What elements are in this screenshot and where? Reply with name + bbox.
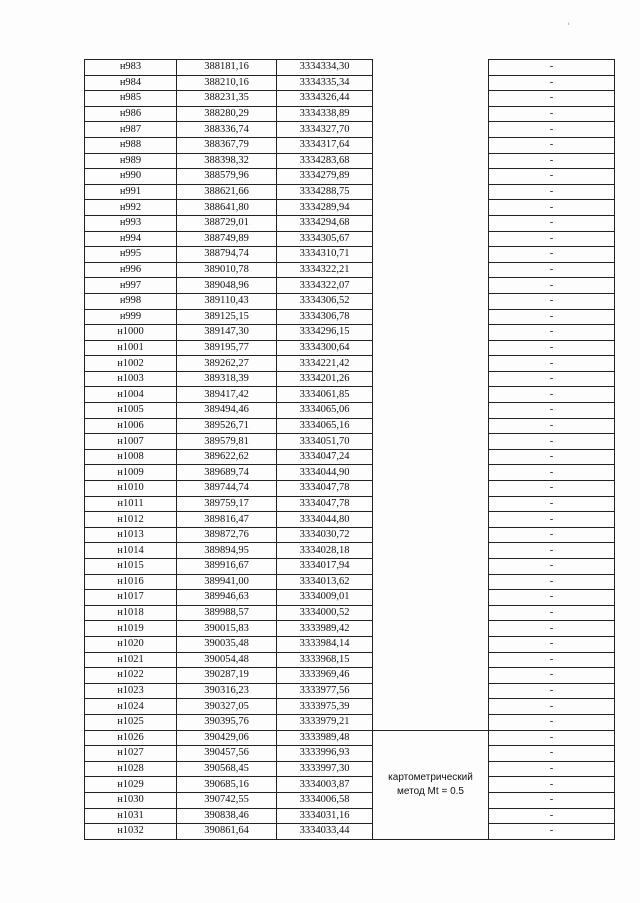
x-coordinate-cell: 389048,96 — [177, 278, 277, 294]
table-row — [85, 590, 615, 606]
table-row — [85, 699, 615, 715]
x-coordinate-cell: 389110,43 — [177, 293, 277, 309]
delta-cell: - — [489, 574, 615, 590]
delta-cell: - — [489, 200, 615, 216]
delta-cell: - — [489, 122, 615, 138]
delta-cell: - — [489, 262, 615, 278]
table-row — [85, 824, 615, 840]
y-coordinate-cell: 3334065,06 — [277, 403, 373, 419]
method-cell-empty — [373, 699, 489, 715]
point-name-cell: н1014 — [85, 543, 177, 559]
table-row — [85, 106, 615, 122]
point-name-cell: н1006 — [85, 418, 177, 434]
delta-cell: - — [489, 137, 615, 153]
table-row — [85, 559, 615, 575]
point-name-cell: н1019 — [85, 621, 177, 637]
method-cell-empty — [373, 387, 489, 403]
x-coordinate-cell: 390429,06 — [177, 730, 277, 746]
method-cell-empty — [373, 340, 489, 356]
point-name-cell: н1000 — [85, 325, 177, 341]
y-coordinate-cell: 3334030,72 — [277, 527, 373, 543]
y-coordinate-cell: 3334044,80 — [277, 512, 373, 528]
method-cell-empty — [373, 543, 489, 559]
x-coordinate-cell: 388181,16 — [177, 60, 277, 76]
method-cell-empty — [373, 683, 489, 699]
x-coordinate-cell: 388367,79 — [177, 137, 277, 153]
delta-cell: - — [489, 247, 615, 263]
point-name-cell: н1023 — [85, 683, 177, 699]
point-name-cell: н989 — [85, 153, 177, 169]
y-coordinate-cell: 3333979,21 — [277, 714, 373, 730]
method-cell-empty — [373, 652, 489, 668]
method-cell-empty — [373, 714, 489, 730]
table-row — [85, 122, 615, 138]
method-cell-empty — [373, 75, 489, 91]
delta-cell: - — [489, 792, 615, 808]
point-name-cell: н992 — [85, 200, 177, 216]
method-cell-empty — [373, 434, 489, 450]
delta-cell: - — [489, 668, 615, 684]
x-coordinate-cell: 389125,15 — [177, 309, 277, 325]
point-name-cell: н988 — [85, 137, 177, 153]
table-row — [85, 605, 615, 621]
y-coordinate-cell: 3334028,18 — [277, 543, 373, 559]
point-name-cell: н1018 — [85, 605, 177, 621]
x-coordinate-cell: 389941,00 — [177, 574, 277, 590]
table-row — [85, 574, 615, 590]
delta-cell: - — [489, 730, 615, 746]
delta-cell: - — [489, 590, 615, 606]
point-name-cell: н1003 — [85, 371, 177, 387]
x-coordinate-cell: 389262,27 — [177, 356, 277, 372]
x-coordinate-cell: 389526,71 — [177, 418, 277, 434]
delta-cell: - — [489, 481, 615, 497]
table-row — [85, 792, 615, 808]
point-name-cell: н1020 — [85, 636, 177, 652]
point-name-cell: н1026 — [85, 730, 177, 746]
method-cell-empty — [373, 371, 489, 387]
method-cell-empty — [373, 527, 489, 543]
point-name-cell: н1011 — [85, 496, 177, 512]
point-name-cell: н993 — [85, 215, 177, 231]
y-coordinate-cell: 3334289,94 — [277, 200, 373, 216]
delta-cell: - — [489, 356, 615, 372]
table-row — [85, 652, 615, 668]
y-coordinate-cell: 3334288,75 — [277, 184, 373, 200]
y-coordinate-cell: 3333984,14 — [277, 636, 373, 652]
y-coordinate-cell: 3334033,44 — [277, 824, 373, 840]
y-coordinate-cell: 3333989,48 — [277, 730, 373, 746]
point-name-cell: н1013 — [85, 527, 177, 543]
method-cell-empty — [373, 309, 489, 325]
point-name-cell: н1001 — [85, 340, 177, 356]
x-coordinate-cell: 388210,16 — [177, 75, 277, 91]
delta-cell: - — [489, 434, 615, 450]
delta-cell: - — [489, 153, 615, 169]
table-row — [85, 543, 615, 559]
y-coordinate-cell: 3334201,26 — [277, 371, 373, 387]
delta-cell: - — [489, 403, 615, 419]
x-coordinate-cell: 388729,01 — [177, 215, 277, 231]
point-name-cell: н1021 — [85, 652, 177, 668]
point-name-cell: н1015 — [85, 559, 177, 575]
method-cell-empty — [373, 356, 489, 372]
x-coordinate-cell: 390054,48 — [177, 652, 277, 668]
corner-mark: ' — [567, 22, 570, 32]
x-coordinate-cell: 389622,62 — [177, 449, 277, 465]
x-coordinate-cell: 390568,45 — [177, 761, 277, 777]
method-cell-empty — [373, 559, 489, 575]
point-name-cell: н1027 — [85, 746, 177, 762]
method-cell-empty — [373, 668, 489, 684]
method-cell-empty — [373, 231, 489, 247]
table-row — [85, 278, 615, 294]
point-name-cell: н1031 — [85, 808, 177, 824]
table-row — [85, 200, 615, 216]
y-coordinate-cell: 3333975,39 — [277, 699, 373, 715]
x-coordinate-cell: 390742,55 — [177, 792, 277, 808]
delta-cell: - — [489, 761, 615, 777]
method-cell-empty — [373, 91, 489, 107]
y-coordinate-cell: 3334305,67 — [277, 231, 373, 247]
method-cell-empty — [373, 325, 489, 341]
x-coordinate-cell: 390035,48 — [177, 636, 277, 652]
point-name-cell: н987 — [85, 122, 177, 138]
x-coordinate-cell: 388231,35 — [177, 91, 277, 107]
method-cell-empty — [373, 278, 489, 294]
y-coordinate-cell: 3334003,87 — [277, 777, 373, 793]
method-cell-empty — [373, 605, 489, 621]
x-coordinate-cell: 389147,30 — [177, 325, 277, 341]
delta-cell: - — [489, 309, 615, 325]
y-coordinate-cell: 3334296,15 — [277, 325, 373, 341]
delta-cell: - — [489, 91, 615, 107]
x-coordinate-cell: 390838,46 — [177, 808, 277, 824]
x-coordinate-cell: 388749,89 — [177, 231, 277, 247]
x-coordinate-cell: 388336,74 — [177, 122, 277, 138]
y-coordinate-cell: 3334047,78 — [277, 496, 373, 512]
point-name-cell: н994 — [85, 231, 177, 247]
method-cell-empty — [373, 465, 489, 481]
x-coordinate-cell: 389916,67 — [177, 559, 277, 575]
delta-cell: - — [489, 543, 615, 559]
point-name-cell: н1030 — [85, 792, 177, 808]
y-coordinate-cell: 3334322,21 — [277, 262, 373, 278]
point-name-cell: н1029 — [85, 777, 177, 793]
point-name-cell: н995 — [85, 247, 177, 263]
table-row — [85, 262, 615, 278]
delta-cell: - — [489, 215, 615, 231]
x-coordinate-cell: 390457,56 — [177, 746, 277, 762]
x-coordinate-cell: 390685,16 — [177, 777, 277, 793]
x-coordinate-cell: 388579,96 — [177, 169, 277, 185]
y-coordinate-cell: 3334306,52 — [277, 293, 373, 309]
point-name-cell: н1012 — [85, 512, 177, 528]
table-row — [85, 527, 615, 543]
table-row — [85, 340, 615, 356]
x-coordinate-cell: 389946,63 — [177, 590, 277, 606]
y-coordinate-cell: 3333977,56 — [277, 683, 373, 699]
delta-cell: - — [489, 184, 615, 200]
table-row — [85, 683, 615, 699]
delta-cell: - — [489, 293, 615, 309]
delta-cell: - — [489, 387, 615, 403]
point-name-cell: н985 — [85, 91, 177, 107]
point-name-cell: н1017 — [85, 590, 177, 606]
method-cell-empty — [373, 200, 489, 216]
point-name-cell: н998 — [85, 293, 177, 309]
y-coordinate-cell: 3334009,01 — [277, 590, 373, 606]
y-coordinate-cell: 3334221,42 — [277, 356, 373, 372]
y-coordinate-cell: 3334051,70 — [277, 434, 373, 450]
x-coordinate-cell: 389744,74 — [177, 481, 277, 497]
method-cell-empty — [373, 403, 489, 419]
point-name-cell: н1007 — [85, 434, 177, 450]
delta-cell: - — [489, 636, 615, 652]
table-row — [85, 434, 615, 450]
delta-cell: - — [489, 746, 615, 762]
y-coordinate-cell: 3333989,42 — [277, 621, 373, 637]
point-name-cell: н1008 — [85, 449, 177, 465]
y-coordinate-cell: 3334338,89 — [277, 106, 373, 122]
x-coordinate-cell: 390861,64 — [177, 824, 277, 840]
y-coordinate-cell: 3334317,64 — [277, 137, 373, 153]
x-coordinate-cell: 390327,05 — [177, 699, 277, 715]
table-row — [85, 636, 615, 652]
table-row — [85, 169, 615, 185]
table-row — [85, 418, 615, 434]
x-coordinate-cell: 388794,74 — [177, 247, 277, 263]
table-row — [85, 184, 615, 200]
x-coordinate-cell: 389010,78 — [177, 262, 277, 278]
y-coordinate-cell: 3334326,44 — [277, 91, 373, 107]
delta-cell: - — [489, 527, 615, 543]
x-coordinate-cell: 390395,76 — [177, 714, 277, 730]
point-name-cell: н990 — [85, 169, 177, 185]
point-name-cell: н983 — [85, 60, 177, 76]
x-coordinate-cell: 390316,23 — [177, 683, 277, 699]
point-name-cell: н1004 — [85, 387, 177, 403]
table-row — [85, 808, 615, 824]
delta-cell: - — [489, 169, 615, 185]
method-cell-empty — [373, 247, 489, 263]
x-coordinate-cell: 390287,19 — [177, 668, 277, 684]
method-cell-empty — [373, 496, 489, 512]
x-coordinate-cell: 389894,95 — [177, 543, 277, 559]
table-row — [85, 512, 615, 528]
x-coordinate-cell: 389759,17 — [177, 496, 277, 512]
method-cell: картометрический метод Mt = 0.5 — [373, 730, 489, 839]
delta-cell: - — [489, 371, 615, 387]
method-cell-empty — [373, 153, 489, 169]
table-row — [85, 153, 615, 169]
point-name-cell: н984 — [85, 75, 177, 91]
table-row — [85, 247, 615, 263]
table-row — [85, 777, 615, 793]
x-coordinate-cell: 389689,74 — [177, 465, 277, 481]
point-name-cell: н1032 — [85, 824, 177, 840]
delta-cell: - — [489, 714, 615, 730]
table-row — [85, 496, 615, 512]
x-coordinate-cell: 388641,80 — [177, 200, 277, 216]
method-cell-empty — [373, 512, 489, 528]
table-row — [85, 387, 615, 403]
delta-cell: - — [489, 652, 615, 668]
delta-cell: - — [489, 325, 615, 341]
y-coordinate-cell: 3334306,78 — [277, 309, 373, 325]
delta-cell: - — [489, 621, 615, 637]
x-coordinate-cell: 389318,39 — [177, 371, 277, 387]
table-row — [85, 325, 615, 341]
method-cell-empty — [373, 590, 489, 606]
x-coordinate-cell: 390015,83 — [177, 621, 277, 637]
delta-cell: - — [489, 106, 615, 122]
point-name-cell: н1028 — [85, 761, 177, 777]
point-name-cell: н1010 — [85, 481, 177, 497]
x-coordinate-cell: 389579,81 — [177, 434, 277, 450]
table-row — [85, 215, 615, 231]
y-coordinate-cell: 3334006,58 — [277, 792, 373, 808]
delta-cell: - — [489, 465, 615, 481]
table-row — [85, 668, 615, 684]
y-coordinate-cell: 3334335,34 — [277, 75, 373, 91]
table-row — [85, 91, 615, 107]
method-cell-empty — [373, 621, 489, 637]
y-coordinate-cell: 3333969,46 — [277, 668, 373, 684]
y-coordinate-cell: 3334294,68 — [277, 215, 373, 231]
method-cell-empty — [373, 636, 489, 652]
y-coordinate-cell: 3334047,24 — [277, 449, 373, 465]
y-coordinate-cell: 3334013,62 — [277, 574, 373, 590]
table-row — [85, 356, 615, 372]
delta-cell: - — [489, 699, 615, 715]
point-name-cell: н996 — [85, 262, 177, 278]
point-name-cell: н1002 — [85, 356, 177, 372]
delta-cell: - — [489, 60, 615, 76]
y-coordinate-cell: 3333997,30 — [277, 761, 373, 777]
y-coordinate-cell: 3334031,16 — [277, 808, 373, 824]
table-row — [85, 481, 615, 497]
y-coordinate-cell: 3334283,68 — [277, 153, 373, 169]
delta-cell: - — [489, 496, 615, 512]
x-coordinate-cell: 388621,66 — [177, 184, 277, 200]
x-coordinate-cell: 388398,32 — [177, 153, 277, 169]
y-coordinate-cell: 3334044,90 — [277, 465, 373, 481]
point-name-cell: н1009 — [85, 465, 177, 481]
table-row — [85, 231, 615, 247]
method-cell-empty — [373, 481, 489, 497]
y-coordinate-cell: 3334047,78 — [277, 481, 373, 497]
method-cell-empty — [373, 122, 489, 138]
x-coordinate-cell: 389195,77 — [177, 340, 277, 356]
method-cell-empty — [373, 418, 489, 434]
method-cell-empty — [373, 215, 489, 231]
table-row — [85, 137, 615, 153]
table-row — [85, 621, 615, 637]
y-coordinate-cell: 3333996,93 — [277, 746, 373, 762]
point-name-cell: н986 — [85, 106, 177, 122]
point-name-cell: н1022 — [85, 668, 177, 684]
delta-cell: - — [489, 559, 615, 575]
x-coordinate-cell: 389494,46 — [177, 403, 277, 419]
y-coordinate-cell: 3334061,85 — [277, 387, 373, 403]
point-name-cell: н999 — [85, 309, 177, 325]
delta-cell: - — [489, 231, 615, 247]
delta-cell: - — [489, 418, 615, 434]
x-coordinate-cell: 389417,42 — [177, 387, 277, 403]
table-row — [85, 60, 615, 76]
delta-cell: - — [489, 512, 615, 528]
table-row — [85, 449, 615, 465]
delta-cell: - — [489, 449, 615, 465]
table-row — [85, 746, 615, 762]
delta-cell: - — [489, 75, 615, 91]
delta-cell: - — [489, 824, 615, 840]
y-coordinate-cell: 3334000,52 — [277, 605, 373, 621]
point-name-cell: н1005 — [85, 403, 177, 419]
table-row — [85, 714, 615, 730]
table-row — [85, 75, 615, 91]
method-cell-empty — [373, 137, 489, 153]
y-coordinate-cell: 3334017,94 — [277, 559, 373, 575]
delta-cell: - — [489, 605, 615, 621]
table-row — [85, 293, 615, 309]
coordinates-table-body — [85, 60, 615, 840]
table-row — [85, 761, 615, 777]
delta-cell: - — [489, 340, 615, 356]
y-coordinate-cell: 3334279,89 — [277, 169, 373, 185]
method-cell-empty — [373, 106, 489, 122]
x-coordinate-cell: 389872,76 — [177, 527, 277, 543]
delta-cell: - — [489, 278, 615, 294]
coordinates-table — [84, 59, 615, 840]
method-cell-empty — [373, 293, 489, 309]
y-coordinate-cell: 3334300,64 — [277, 340, 373, 356]
delta-cell: - — [489, 808, 615, 824]
point-name-cell: н991 — [85, 184, 177, 200]
x-coordinate-cell: 388280,29 — [177, 106, 277, 122]
table-row — [85, 465, 615, 481]
point-name-cell: н1016 — [85, 574, 177, 590]
table-row — [85, 309, 615, 325]
y-coordinate-cell: 3334065,16 — [277, 418, 373, 434]
method-cell-empty — [373, 262, 489, 278]
table-row — [85, 403, 615, 419]
table-row — [85, 730, 615, 746]
y-coordinate-cell: 3334322,07 — [277, 278, 373, 294]
y-coordinate-cell: 3334310,71 — [277, 247, 373, 263]
delta-cell: - — [489, 777, 615, 793]
method-cell-empty — [373, 60, 489, 76]
y-coordinate-cell: 3333968,15 — [277, 652, 373, 668]
method-cell-empty — [373, 169, 489, 185]
point-name-cell: н1024 — [85, 699, 177, 715]
method-cell-empty — [373, 574, 489, 590]
x-coordinate-cell: 389988,57 — [177, 605, 277, 621]
table-row — [85, 371, 615, 387]
method-cell-empty — [373, 449, 489, 465]
point-name-cell: н1025 — [85, 714, 177, 730]
method-cell-empty — [373, 184, 489, 200]
y-coordinate-cell: 3334327,70 — [277, 122, 373, 138]
delta-cell: - — [489, 683, 615, 699]
y-coordinate-cell: 3334334,30 — [277, 60, 373, 76]
point-name-cell: н997 — [85, 278, 177, 294]
x-coordinate-cell: 389816,47 — [177, 512, 277, 528]
